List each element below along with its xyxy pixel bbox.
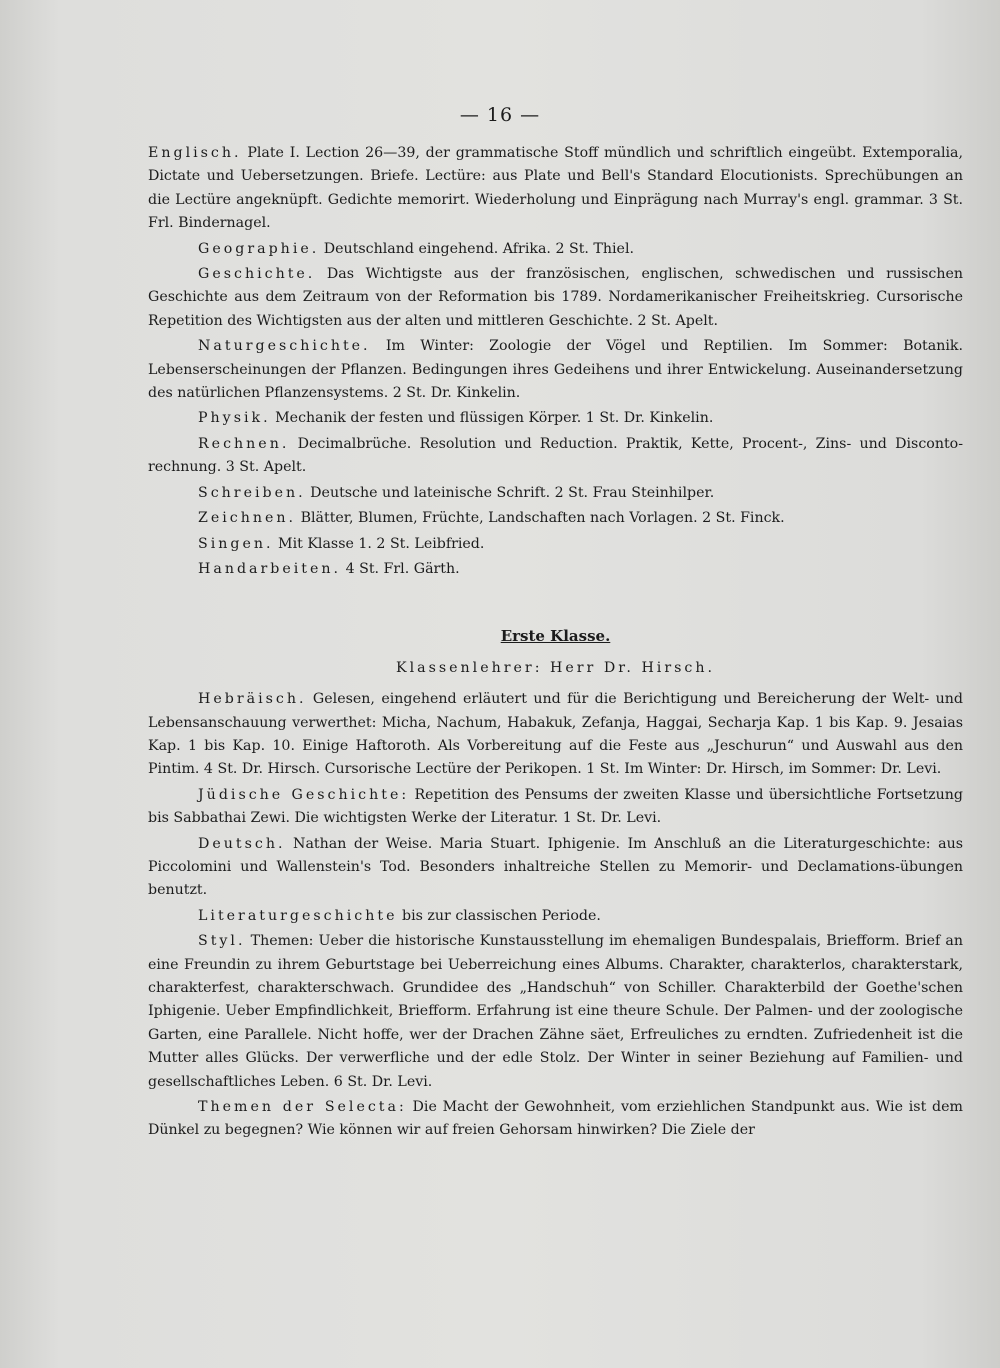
section-geographie — [148, 238, 963, 261]
section-text: Im Winter: Zoologie der Vögel und Reptilien. Im Sommer: Botanik. Lebenserscheinungen der Pflanzen. Bedingungen ihres Gedeihens und ihrer Entwickelung. Auseinandersetzung des natürlichen Pflanzensystems. 2 St. Dr. Kinkelin. — [148, 338, 963, 402]
section-zeichnen — [148, 507, 963, 530]
section-text: Themen: Ueber die historische Kunstausstellung im ehemaligen Bundespalais, Briefform. Brief an eine Freundin zu ihrem Geburtstage bei Ueberreichung eines Albums. Charakter, charakterlos, charakterstark, charakterfest, charakterschwach. Grundidee des „Handschuh“ von Schiller. Charakterbild der Goethe'schen Iphigenie. Ueber Empfindlichkeit, Briefform. Erfahrung ist eine theure Schule. Der Palmen- und der zoologische Garten, eine Parallele. Nicht hoffe, wer der Drachen Zähne säet, Erfreuliches zu erndten. Zufriedenheit ist die Mutter alles Glücks. Der verwerfliche und der edle Stolz. Der Winter in seiner Beziehung auf Familien- und gesellschaftliches Leben. 6 St. Dr. Levi. — [148, 933, 964, 1090]
page-body — [148, 142, 963, 1145]
section-title: Physik. — [198, 410, 271, 427]
section-literaturgeschichte — [148, 905, 963, 928]
section-text: Blätter, Blumen, Früchte, Landschaften nach Vorlagen. 2 St. Finck. — [300, 510, 785, 527]
section-title: Themen der Selecta: — [198, 1099, 407, 1116]
section-text: Mit Klasse 1. 2 St. Leibfried. — [278, 535, 485, 552]
section-text: Repetition des Pensums der zweiten Klasse und übersichtliche Fortsetzung bis Sabbathai Zewi. Die wichtigsten Werke der Literatur. 1 St. Dr. Levi. — [148, 786, 964, 827]
section-title: Deutsch. — [198, 835, 286, 852]
section-juedische-geschichte — [148, 784, 963, 831]
section-title: Jüdische Geschichte: — [198, 786, 410, 803]
section-geschichte — [148, 263, 963, 333]
section-text: Deutsche und lateinische Schrift. 2 St. Frau Steinhilper. — [310, 484, 715, 501]
section-deutsch — [148, 833, 963, 903]
section-text: Gelesen, eingehend erläutert und für die Berichtigung und Bereicherung der Welt- und Lebensanschauung verwerthet: Micha, Nachum, Habakuk, Zefanja, Haggai, Secharja Kap. 1 bis Kap. 9. Jesaias Kap. 1 bis Kap. 10. Einige Haftoroth. Als Vorbereitung auf die Feste aus „Jeschurun“ und Auswahl aus den Pintim. 4 St. Dr. Hirsch. Cursorische Lectüre der Perikopen. 1 St. Im Winter: Dr. Hirsch, im Sommer: Dr. Levi. — [148, 691, 963, 778]
section-title: Styl. — [198, 933, 246, 950]
class-heading: Erste Klasse. — [500, 627, 611, 646]
section-singen — [148, 533, 963, 556]
section-physik — [148, 407, 963, 430]
page-number: — 16 — — [459, 104, 541, 126]
section-naturgeschichte — [148, 335, 963, 405]
section-styl — [148, 930, 963, 1094]
section-hebraeisch — [148, 688, 963, 782]
section-text: 4 St. Frl. Gärth. — [345, 560, 460, 577]
section-text: Deutschland eingehend. Afrika. 2 St. Thiel. — [323, 240, 635, 257]
section-rechnen — [148, 433, 963, 480]
class-teacher: Klassenlehrer: Herr Dr. Hirsch. — [395, 659, 716, 676]
section-text: Die Macht der Gewohnheit, vom erziehlichen Standpunkt aus. Wie ist dem Dünkel zu begegnen? Wie können wir auf freien Gehorsam hinwirken? Die Ziele der — [148, 1099, 963, 1139]
section-text: bis zur classischen Periode. — [402, 907, 601, 924]
section-title: Hebräisch. — [198, 691, 307, 708]
section-title: Englisch. — [148, 145, 242, 161]
section-themen-selecta — [148, 1096, 963, 1143]
section-title: Schreiben. — [198, 484, 306, 501]
section-title: Naturgeschichte. — [198, 338, 371, 355]
section-title: Handarbeiten. — [198, 560, 342, 577]
section-title: Zeichnen. — [198, 510, 297, 527]
section-text: Mechanik der festen und flüssigen Körper. 1 St. Dr. Kinkelin. — [275, 410, 714, 427]
section-text: Decimalbrüche. Resolution und Reduction. Praktik, Kette, Procent-, Zins- und Disconto-rechnung. 3 St. Apelt. — [148, 435, 963, 476]
section-handarbeiten — [148, 558, 963, 581]
section-title: Geschichte. — [198, 266, 316, 283]
section-title: Literaturgeschichte — [198, 907, 398, 924]
section-schreiben — [148, 482, 963, 505]
section-englisch — [148, 142, 963, 236]
section-text: Nathan der Weise. Maria Stuart. Iphigenie. Im Anschluß an die Literaturgeschichte: aus Piccolomini und Wallenstein's Tod. Besonders inhaltreiche Stellen zu Memorir- und Declamations-übungen benutzt. — [148, 835, 963, 899]
section-text: Das Wichtigste aus der französischen, englischen, schwedischen und russischen Geschichte aus dem Zeitraum von der Reformation bis 1789. Nordamerikanischer Freiheitskrieg. Cursorische Repetition des Wichtigsten aus der alten und mittleren Geschichte. 2 St. Apelt. — [148, 266, 963, 329]
section-title: Geographie. — [198, 240, 320, 257]
section-text: Plate I. Lection 26—39, der grammatische Stoff mündlich und schriftlich eingeübt. Extemporalia, Dictate und Uebersetzungen. Briefe. Lectüre: aus Plate und Bell's Standard Elocutionists. Sprechübungen an die Lectüre angeknüpft. Gedichte memorirt. Wiederholung und Einprägung nach Murray's engl. grammar. 3 St. Frl. Bindernagel. — [148, 145, 963, 232]
section-title: Rechnen. — [198, 435, 290, 452]
section-title: Singen. — [198, 535, 274, 552]
